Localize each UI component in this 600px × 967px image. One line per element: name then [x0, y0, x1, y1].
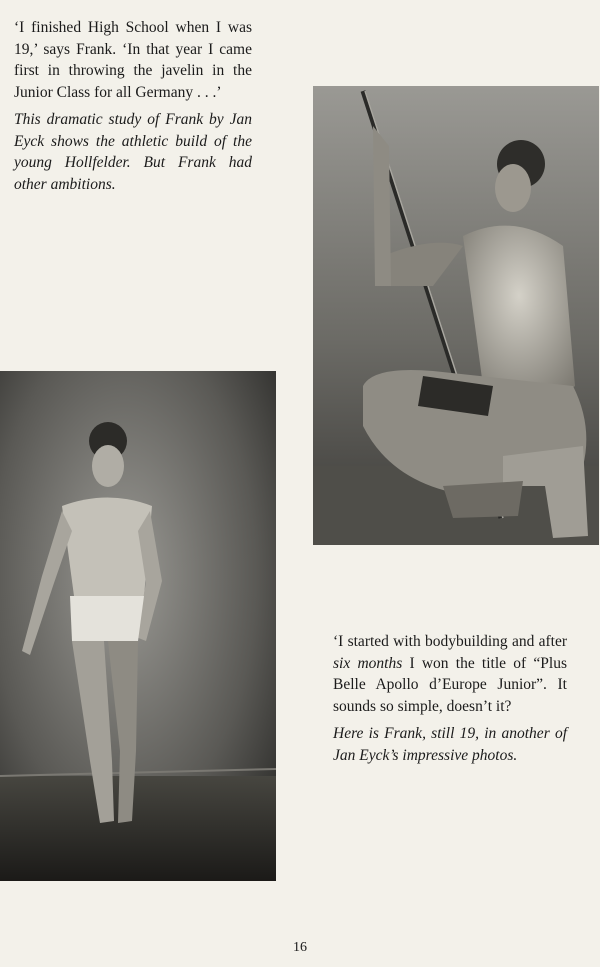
bottom-quote — [333, 631, 567, 717]
bottom-quote-after: I won the title of “Plus Belle Apollo d’Europe Junior”. It sounds so simple, doesn’t it? — [333, 654, 567, 715]
photo-standing-pose — [0, 371, 276, 881]
top-quote: ‘I finished High School when I was 19,’ says Frank. ‘In that year I came first in throwing the javelin in the Junior Class for all Germany . . .’ — [14, 19, 252, 101]
bottom-quote-emphasis: six months — [333, 654, 403, 672]
bottom-caption: Here is Frank, still 19, in another of Jan Eyck’s impressive photos. — [333, 725, 567, 764]
bottom-quote-before: ‘I started with bodybuilding and after — [333, 633, 567, 650]
top-text-block — [14, 17, 252, 201]
top-caption: This dramatic study of Frank by Jan Eyck shows the athletic build of the young Hollfelder. But Frank had other ambitions. — [14, 111, 252, 193]
page-number: 16 — [293, 940, 307, 955]
bottom-text-block — [333, 631, 567, 772]
photo-javelin-crouch — [313, 86, 599, 545]
